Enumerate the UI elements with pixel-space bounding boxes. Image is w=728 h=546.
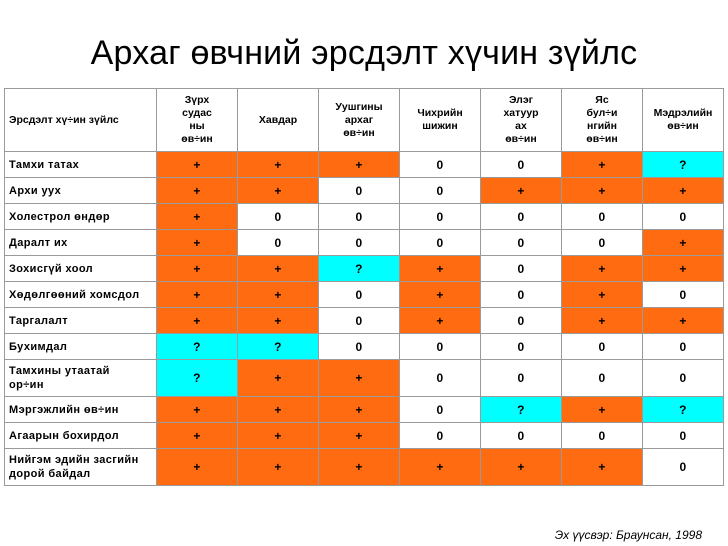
table-cell: 0 — [400, 230, 481, 256]
column-header — [157, 89, 238, 152]
row-label — [5, 178, 157, 204]
row-label — [5, 334, 157, 360]
table-cell: 0 — [481, 282, 562, 308]
table-cell: 0 — [319, 308, 400, 334]
table-cell: + — [238, 308, 319, 334]
table-cell: + — [400, 308, 481, 334]
row-label-text: Даралт их — [9, 236, 68, 249]
table-cell: 0 — [562, 360, 643, 397]
source-note: Эх үүсвэр: Браунсан, 1998 — [554, 528, 702, 542]
row-label-text: Архи уух — [9, 184, 62, 197]
table-cell: 0 — [643, 334, 724, 360]
table-cell: 0 — [643, 204, 724, 230]
table-row — [5, 334, 724, 360]
table-cell: 0 — [562, 334, 643, 360]
table-row — [5, 204, 724, 230]
risk-factor-table — [4, 88, 724, 486]
column-header — [238, 89, 319, 152]
table-cell: + — [157, 204, 238, 230]
table-cell: + — [157, 256, 238, 282]
table-cell: ? — [643, 397, 724, 423]
table-cell: + — [643, 308, 724, 334]
row-label — [5, 152, 157, 178]
table-cell: 0 — [400, 178, 481, 204]
table-cell: 0 — [481, 204, 562, 230]
table-cell: + — [157, 423, 238, 449]
table-cell: ? — [157, 334, 238, 360]
row-label — [5, 204, 157, 230]
table-cell: 0 — [481, 423, 562, 449]
table-row — [5, 282, 724, 308]
row-label — [5, 282, 157, 308]
table-cell: 0 — [481, 152, 562, 178]
table-cell: + — [157, 449, 238, 486]
table-cell: + — [238, 360, 319, 397]
table-cell: 0 — [400, 360, 481, 397]
table-cell: + — [643, 230, 724, 256]
table-cell: + — [400, 256, 481, 282]
table-cell: 0 — [562, 423, 643, 449]
table-row — [5, 423, 724, 449]
row-label-text: Хөдөлгөөний хомсдол — [9, 288, 140, 301]
table-cell: 0 — [319, 230, 400, 256]
table-cell: + — [562, 178, 643, 204]
table-cell: 0 — [562, 230, 643, 256]
table-row — [5, 256, 724, 282]
table-cell: ? — [157, 360, 238, 397]
table-cell: + — [238, 282, 319, 308]
column-header-label: Яс бул÷и нгийн өв÷ин — [586, 94, 618, 145]
table-cell: + — [238, 178, 319, 204]
column-header-label: Элэг хатуур ах өв÷ин — [503, 94, 539, 145]
table-cell: 0 — [319, 204, 400, 230]
table-cell: 0 — [400, 204, 481, 230]
row-label — [5, 256, 157, 282]
table-cell: + — [157, 230, 238, 256]
row-label-text: Бухимдал — [9, 340, 68, 353]
row-label-text: Таргалалт — [9, 314, 69, 327]
row-label-text: Тамхины утаатай ор÷ин — [9, 365, 110, 391]
table-cell: 0 — [481, 256, 562, 282]
table-cell: 0 — [238, 230, 319, 256]
table-cell: + — [238, 449, 319, 486]
table-cell: + — [562, 256, 643, 282]
table-cell: 0 — [400, 423, 481, 449]
table-row — [5, 178, 724, 204]
table-cell: + — [562, 152, 643, 178]
table-cell: + — [481, 449, 562, 486]
table-cell: + — [238, 256, 319, 282]
table-cell: + — [157, 282, 238, 308]
table-cell: ? — [319, 256, 400, 282]
page-title: Архаг өвчний эрсдэлт хүчин зүйлс — [90, 34, 638, 72]
table-header-row — [5, 89, 724, 152]
table-cell: + — [562, 449, 643, 486]
table-cell: 0 — [238, 204, 319, 230]
table-cell: 0 — [400, 397, 481, 423]
row-label — [5, 360, 157, 397]
table-cell: + — [562, 397, 643, 423]
table-cell: + — [319, 360, 400, 397]
column-header-label: Зүрх судас ны өв÷ин — [181, 94, 213, 145]
table-cell: + — [319, 423, 400, 449]
table-row — [5, 230, 724, 256]
table-cell: + — [643, 256, 724, 282]
table-cell: 0 — [400, 334, 481, 360]
table-cell: 0 — [400, 152, 481, 178]
table-cell: 0 — [562, 204, 643, 230]
row-label-text: Зохисгүй хоол — [9, 262, 94, 275]
table-cell: + — [157, 397, 238, 423]
row-label — [5, 423, 157, 449]
table-cell: 0 — [319, 282, 400, 308]
column-header-label: Мэдрэлийн өв÷ин — [653, 107, 713, 132]
table-cell: 0 — [481, 360, 562, 397]
column-header — [319, 89, 400, 152]
row-label — [5, 308, 157, 334]
table-cell: ? — [238, 334, 319, 360]
table-row — [5, 397, 724, 423]
row-label — [5, 230, 157, 256]
table-cell: 0 — [319, 334, 400, 360]
table-cell: + — [562, 308, 643, 334]
table-cell: + — [400, 449, 481, 486]
table-cell: + — [238, 423, 319, 449]
table-row — [5, 152, 724, 178]
row-label-text: Агаарын бохирдол — [9, 429, 119, 442]
row-label-text: Тамхи татах — [9, 158, 80, 171]
table-cell: 0 — [643, 360, 724, 397]
table-cell: + — [481, 178, 562, 204]
table-row — [5, 308, 724, 334]
row-label-text: Мэргэжлийн өв÷ин — [9, 403, 119, 416]
row-label-text: Нийгэм эдийн засгийн дорой байдал — [9, 454, 139, 480]
table-row — [5, 449, 724, 486]
row-label — [5, 397, 157, 423]
column-header — [400, 89, 481, 152]
table-cell: + — [643, 178, 724, 204]
row-label-text: Холестрол өндөр — [9, 210, 110, 223]
table-cell: 0 — [319, 178, 400, 204]
table-body — [5, 152, 724, 486]
column-header — [481, 89, 562, 152]
table-cell: + — [319, 449, 400, 486]
column-header-label: Чихрийн шижин — [417, 107, 463, 132]
column-header-label: Уушгины архаг өв÷ин — [335, 100, 383, 139]
column-header-label: Хавдар — [258, 113, 298, 126]
table-cell: + — [157, 152, 238, 178]
table-cell: + — [157, 308, 238, 334]
table-cell: + — [238, 397, 319, 423]
table-cell: ? — [643, 152, 724, 178]
table-cell: 0 — [643, 423, 724, 449]
table-cell: ? — [481, 397, 562, 423]
column-header — [562, 89, 643, 152]
table-cell: + — [400, 282, 481, 308]
table-cell: 0 — [481, 308, 562, 334]
column-header — [643, 89, 724, 152]
corner-header: Эрсдэлт хү÷ин зүйлс — [5, 89, 157, 152]
table-cell: + — [319, 152, 400, 178]
table-cell: + — [319, 397, 400, 423]
table-cell: 0 — [643, 449, 724, 486]
table-cell: 0 — [481, 334, 562, 360]
table-cell: 0 — [643, 282, 724, 308]
table-cell: + — [238, 152, 319, 178]
table-cell: 0 — [481, 230, 562, 256]
row-label — [5, 449, 157, 486]
table-cell: + — [562, 282, 643, 308]
table-cell: + — [157, 178, 238, 204]
table-row — [5, 360, 724, 397]
